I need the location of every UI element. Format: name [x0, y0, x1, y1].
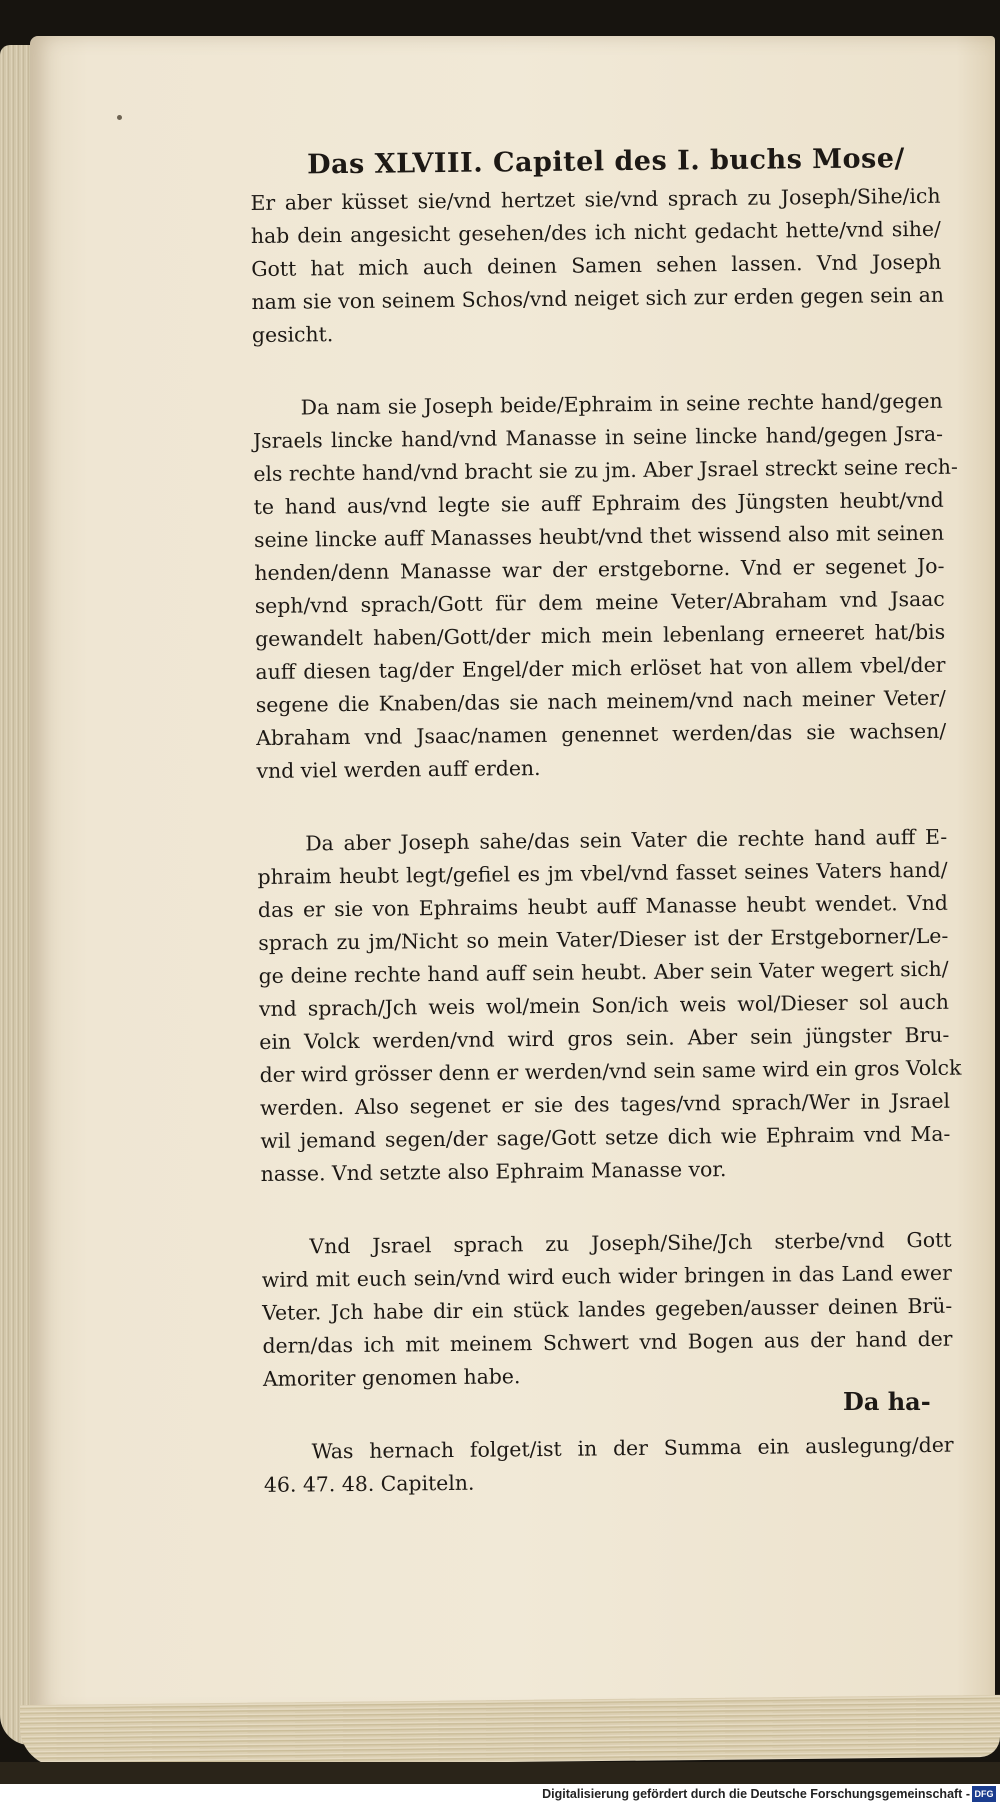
text-line: wil jemand segen/der sage/Gott setze dich wie Ephraim vnd Ma-: [260, 1121, 951, 1153]
funding-credit: Digitalisierung gefördert durch die Deutsche Forschungsgemeinschaft -: [542, 1787, 970, 1801]
text-line: henden/denn Manasse war der erstgeborne. Vnd er segenet Jo-: [254, 553, 945, 585]
text-line: der wird grösser denn er werden/vnd sein same wird ein gros Volck: [259, 1055, 962, 1087]
text-line: das er sie von Ephraims heubt auff Manasse heubt wendet. Vnd: [257, 890, 949, 922]
paragraph-2: [252, 385, 958, 788]
text-line: Vnd Jsrael sprach zu Joseph/Sihe/Jch sterbe/vnd Gott: [309, 1227, 952, 1259]
text-line: 46. 47. 48. Capiteln.: [263, 1470, 475, 1497]
text-line: Abraham vnd Jsaac/namen genennet werden/das sie wachsen/: [256, 718, 947, 750]
paragraph-4: [261, 1224, 953, 1396]
text-line: phraim heubt legt/gefiel es jm vbel/vnd fasset seines Vaters hand/: [257, 857, 948, 889]
text-line: nasse. Vnd setzte also Ephraim Manasse vor.: [260, 1157, 727, 1186]
text-line: te hand aus/vnd legte sie auff Ephraim des Jüngsten heubt/vnd: [253, 487, 944, 519]
text-line: ein Volck werden/vnd wird gros sein. Aber sein jüngster Bru-: [259, 1022, 950, 1054]
text-line: Amoriter genomen habe.: [262, 1364, 521, 1391]
text-line: els rechte hand/vnd bracht sie zu jm. Aber Jsrael streckt seine rech-: [253, 454, 958, 486]
text-line: Da aber Joseph sahe/das sein Vater die rechte hand auff E-: [305, 824, 948, 856]
text-line: hab dein angesicht gesehen/des ich nicht gedacht hette/vnd sihe/: [250, 216, 941, 248]
text-line: seph/vnd sprach/Gott für dem meine Veter/Abraham vnd Jsaac: [254, 586, 945, 618]
page-text-block: [250, 143, 962, 1542]
text-line: sprach zu jm/Nicht so mein Vater/Dieser ist der Erstgeborner/Le-: [258, 923, 949, 955]
text-line: seine lincke auff Manasses heubt/vnd thet wissend also mit seinen: [253, 520, 945, 552]
paragraph-5: [263, 1429, 954, 1502]
text-line: ge deine rechte hand auff sein heubt. Aber sein Vater wegert sich/: [258, 956, 949, 988]
text-line: vnd sprach/Jch weis wol/mein Son/ich weis wol/Dieser sol auch: [258, 989, 950, 1021]
text-line: Veter. Jch habe dir ein stück landes gegeben/ausser deinen Brü-: [262, 1293, 953, 1325]
chapter-heading: Das XLVIII. Capitel des I. buchs Mose/: [306, 143, 906, 181]
text-line: Gott hat mich auch deinen Samen sehen lassen. Vnd Joseph: [251, 249, 942, 281]
text-line: gewandelt haben/Gott/der mich mein lebenlang erneeret hat/bis: [254, 619, 946, 651]
text-line: auff diesen tag/der Engel/der mich erlöset hat von allem vbel/der: [255, 652, 946, 684]
text-line: wird mit euch sein/vnd wird euch wider bringen in das Land ewer: [261, 1260, 952, 1292]
catchword: Da ha-: [843, 1387, 931, 1416]
ink-spot: [117, 115, 122, 120]
text-line: Da nam sie Joseph beide/Ephraim in seine rechte hand/gegen: [300, 388, 943, 420]
text-line: gesicht.: [251, 322, 334, 347]
text-line: Jsraels lincke hand/vnd Manasse in seine lincke hand/gegen Jsra-: [252, 421, 944, 453]
dfg-logo: DFG: [972, 1786, 996, 1802]
text-line: nam sie von seinem Schos/vnd neiget sich zur erden gegen sein an: [251, 282, 945, 314]
paragraph-1: [250, 180, 945, 352]
text-line: dern/das ich mit meinem Schwert vnd Bogen aus der hand der: [262, 1326, 953, 1358]
text-line: vnd viel werden auff erden.: [256, 755, 541, 783]
text-line: segene die Knaben/das sie nach meinem/vnd nach meiner Veter/: [255, 685, 946, 717]
scan-background-strip: [0, 1762, 1000, 1784]
text-line: Er aber küsset sie/vnd hertzet sie/vnd sprach zu Joseph/Sihe/ich: [250, 183, 941, 215]
text-line: Was hernach folget/ist in der Summa ein auslegung/der: [311, 1432, 954, 1464]
paragraph-3: [257, 821, 962, 1191]
text-line: werden. Also segenet er sie des tages/vnd sprach/Wer in Jsrael: [259, 1088, 951, 1120]
book-page-edges-bottom: [20, 1695, 1000, 1767]
